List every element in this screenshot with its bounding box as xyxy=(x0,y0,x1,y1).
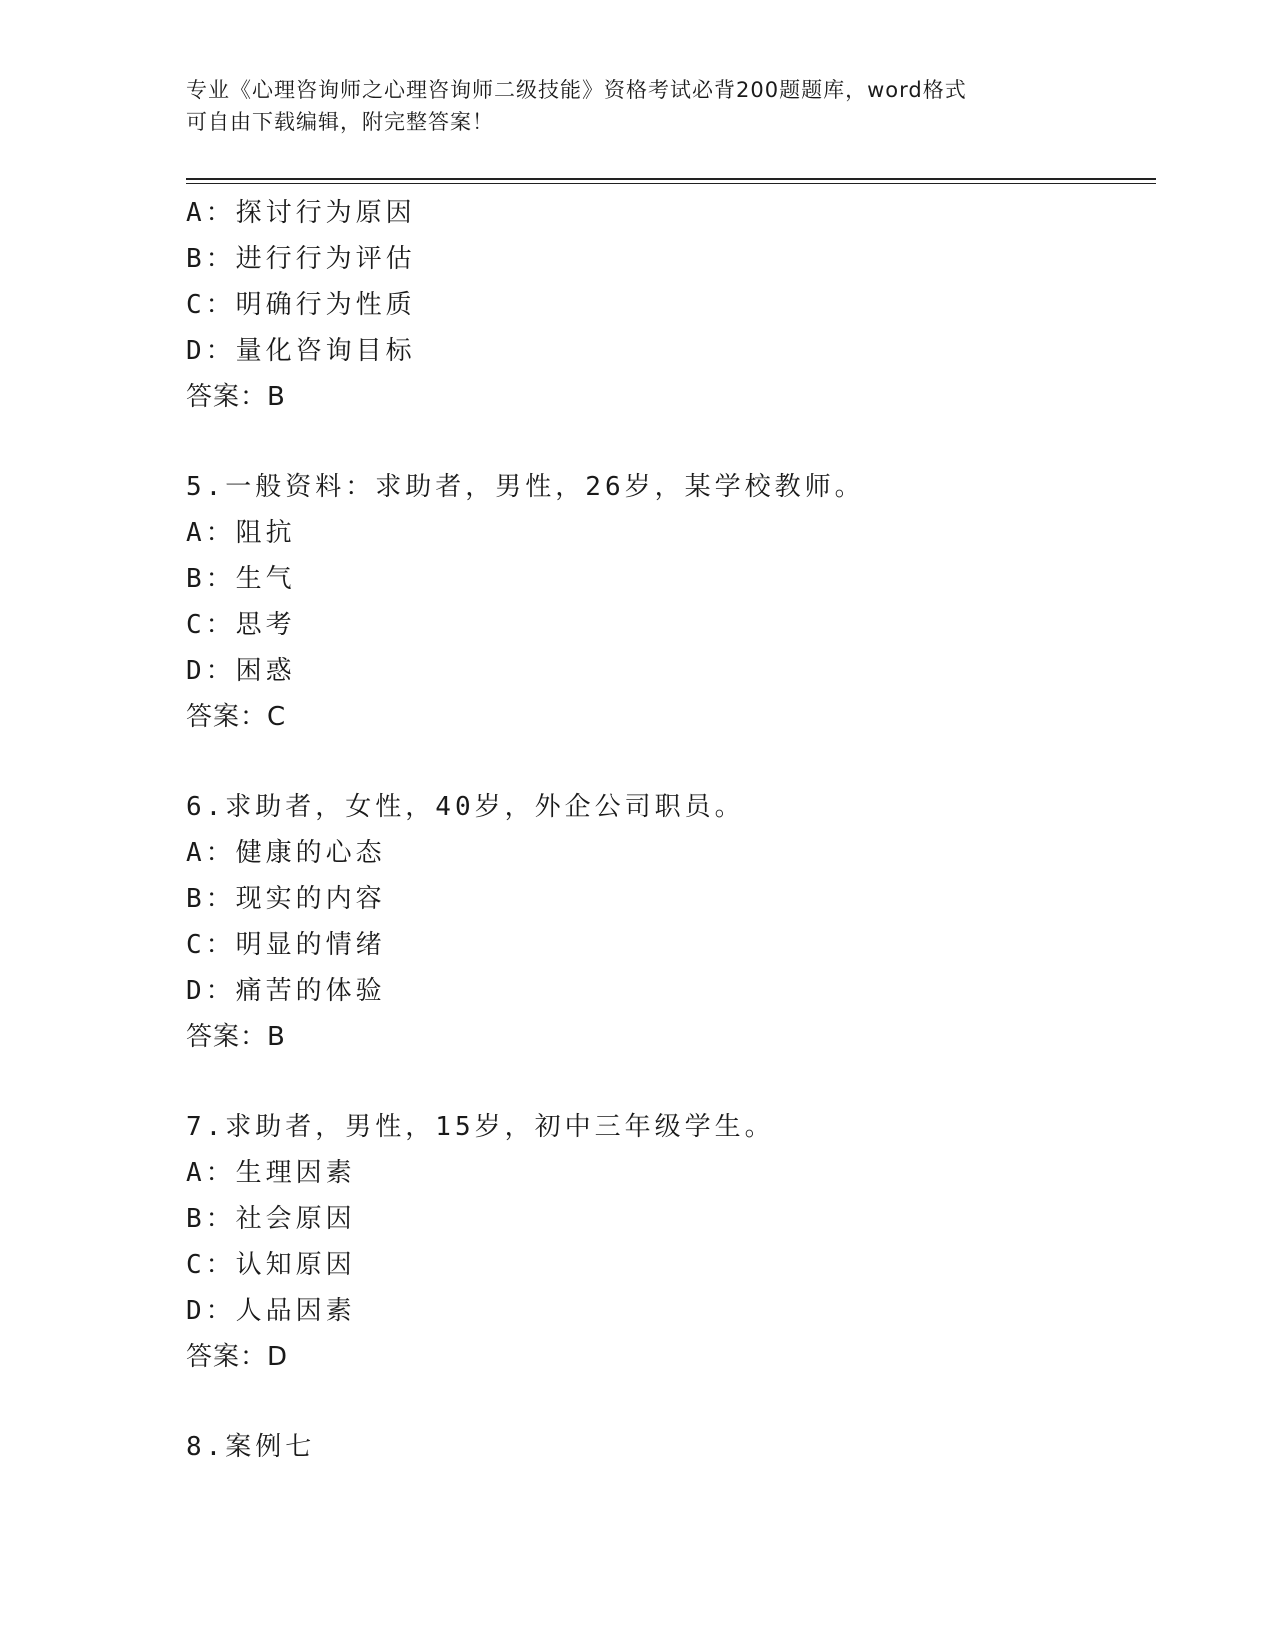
option-a: A：健康的心态 xyxy=(186,838,386,868)
option-b: B：生气 xyxy=(186,564,296,594)
header-divider-thin xyxy=(186,183,1156,184)
answer-label: 答案： xyxy=(186,1022,268,1052)
question-list xyxy=(186,190,1146,1470)
answer-line xyxy=(186,694,1146,740)
question-text: 8.案例七 xyxy=(186,1432,316,1462)
option-a: A：阻抗 xyxy=(186,518,296,548)
option-c: C：明显的情绪 xyxy=(186,930,386,960)
spacer xyxy=(186,1380,1146,1424)
question-block xyxy=(186,1104,1146,1380)
option-d: D：困惑 xyxy=(186,656,296,686)
option-c: C：思考 xyxy=(186,610,296,640)
option-d: D：痛苦的体验 xyxy=(186,976,386,1006)
question-block xyxy=(186,784,1146,1060)
question-text: 6.求助者，女性，40岁，外企公司职员。 xyxy=(186,792,745,822)
question-block xyxy=(186,464,1146,740)
option-c: C：认知原因 xyxy=(186,1250,356,1280)
header-divider-thick xyxy=(186,178,1156,180)
question-text: 5.一般资料：求助者，男性，26岁，某学校教师。 xyxy=(186,472,865,502)
option-a: A：探讨行为原因 xyxy=(186,198,416,228)
answer-line xyxy=(186,1014,1146,1060)
answer-label: 答案： xyxy=(186,702,268,732)
answer-label: 答案： xyxy=(186,382,268,412)
question-block xyxy=(186,190,1146,420)
answer-value: C xyxy=(267,702,287,732)
answer-line xyxy=(186,1334,1146,1380)
option-d: D：量化咨询目标 xyxy=(186,336,416,366)
answer-value: B xyxy=(267,382,286,412)
spacer xyxy=(186,740,1146,784)
option-b: B：现实的内容 xyxy=(186,884,386,914)
answer-value: D xyxy=(267,1342,289,1372)
option-c: C：明确行为性质 xyxy=(186,290,416,320)
option-b: B：社会原因 xyxy=(186,1204,356,1234)
option-a: A：生理因素 xyxy=(186,1158,356,1188)
header-line-2: 可自由下载编辑，附完整答案！ xyxy=(186,110,494,134)
option-b: B：进行行为评估 xyxy=(186,244,416,274)
answer-value: B xyxy=(267,1022,286,1052)
question-text: 7.求助者，男性，15岁，初中三年级学生。 xyxy=(186,1112,775,1142)
header-line-1: 专业《心理咨询师之心理咨询师二级技能》资格考试必背200题题库，word格式 xyxy=(186,78,967,102)
document-header xyxy=(186,74,1086,138)
spacer xyxy=(186,1060,1146,1104)
option-d: D：人品因素 xyxy=(186,1296,356,1326)
spacer xyxy=(186,420,1146,464)
answer-label: 答案： xyxy=(186,1342,268,1372)
answer-line xyxy=(186,374,1146,420)
